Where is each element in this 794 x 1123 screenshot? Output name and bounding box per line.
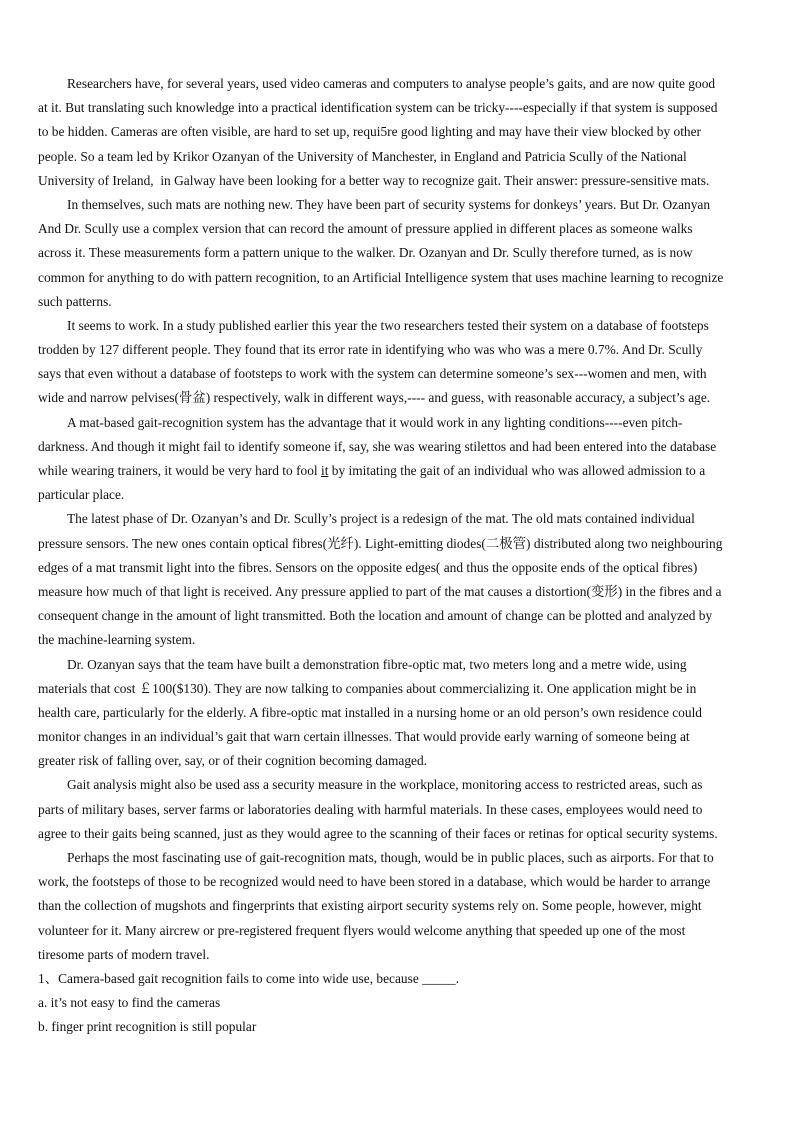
text-line: A mat-based gait-recognition system has the advantage that it would work in any lighting conditions----even pitch-	[67, 414, 683, 430]
text-segment: by imitating the gait of an individual who was allowed admission to a	[328, 463, 706, 478]
document-body	[38, 72, 758, 1040]
text-line: measure how much of that light is received. Any pressure applied to part of the mat causes a distortion(变形) in the fibres and a	[38, 583, 722, 599]
text-line: materials that cost ￡100($130). They are now talking to companies about commercializing it. One application might be in	[38, 680, 697, 696]
text-line: It seems to work. In a study published earlier this year the two researchers tested their system on a database of footsteps	[67, 317, 709, 333]
text-line: the machine-learning system.	[38, 632, 196, 648]
text-line: consequent change in the amount of light transmitted. Both the location and amount of change can be plotted and analyzed by	[38, 608, 713, 624]
paragraph	[38, 773, 758, 846]
paragraph	[38, 314, 758, 411]
text-line: darkness. And though it might fail to identify someone if, say, she was wearing stilettos and had been entered into the database	[38, 438, 717, 454]
text-line: pressure sensors. The new ones contain optical fibres(光纤). Light-emitting diodes(二极管) distributed along two neighbouring	[38, 535, 723, 551]
text-line: Perhaps the most fascinating use of gait-recognition mats, though, would be in public places, such as airports. For that to	[67, 850, 714, 865]
text-line: parts of military bases, server farms or laboratories dealing with harmful materials. In these cases, employees would need to	[38, 801, 703, 817]
answer-option: b. finger print recognition is still popular	[38, 1019, 257, 1035]
text-line: to be hidden. Cameras are often visible, are hard to set up, requi5re good lighting and may have their view blocked by other	[38, 124, 702, 140]
text-line: wide and narrow pelvises(骨盆) respectively, walk in different ways,---- and guess, with reasonable accuracy, a subject’s age.	[38, 390, 711, 406]
question-1	[38, 967, 758, 1040]
text-line: agree to their gaits being scanned, just as they would agree to the scanning of their faces or retinas for optical security systems.	[38, 825, 718, 841]
paragraph	[38, 507, 758, 652]
text-line: people. So a team led by Krikor Ozanyan of the University of Manchester, in England and Patricia Scully of the National	[38, 148, 687, 164]
text-line: particular place.	[38, 487, 125, 503]
text-line: edges of a mat transmit light into the fibres. Sensors on the opposite edges( and thus the opposite ends of the optical fibres)	[38, 559, 698, 575]
text-line: Researchers have, for several years, used video cameras and computers to analyse people’s gaits, and are now quite good	[67, 76, 716, 91]
text-line: health care, particularly for the elderly. A fibre-optic mat installed in a nursing home or an old person’s own residence could	[38, 704, 702, 720]
paragraph	[38, 411, 758, 508]
text-line: says that even without a database of footsteps to work with the system can determine someone’s sex---women and men, with	[38, 366, 707, 382]
text-line: at it. But translating such knowledge into a practical identification system can be tricky----especially if that system is supposed	[38, 100, 718, 116]
text-line: across it. These measurements form a pattern unique to the walker. Dr. Ozanyan and Dr. Scully therefore turned, as is now	[38, 245, 693, 261]
text-line: And Dr. Scully use a complex version that can record the amount of pressure applied in different places as someone walks	[38, 221, 693, 237]
text-line: In themselves, such mats are nothing new. They have been part of security systems for donkeys’ years. But Dr. Ozanyan	[67, 196, 711, 212]
text-line: greater risk of falling over, say, or of their cognition becoming damaged.	[38, 753, 428, 769]
text-line	[38, 459, 758, 483]
question-stem: 1、Camera-based gait recognition fails to come into wide use, because _____.	[38, 970, 459, 986]
text-line: common for anything to do with pattern recognition, to an Artificial Intelligence system that uses machine learning to recognize	[38, 269, 724, 285]
text-line: monitor changes in an individual’s gait that warn certain illnesses. That would provide early warning of someone being at	[38, 729, 690, 745]
paragraph	[38, 72, 758, 193]
text-line: than the collection of mugshots and fingerprints that existing airport security systems rely on. Some people, however, might	[38, 898, 702, 914]
text-line: volunteer for it. Many aircrew or pre-registered frequent flyers would welcome anything that speeded up one of the most	[38, 922, 686, 938]
text-line: trodden by 127 different people. They found that its error rate in identifying who was who was a mere 0.7%. And Dr. Scully	[38, 342, 703, 358]
text-line: work, the footsteps of those to be recognized would need to have been stored in a database, which would be harder to arrange	[38, 874, 711, 890]
underlined-word: it	[320, 463, 329, 478]
paragraph	[38, 846, 758, 967]
text-line: tiresome parts of modern travel.	[38, 946, 210, 962]
text-line: such patterns.	[38, 293, 112, 309]
text-line: The latest phase of Dr. Ozanyan’s and Dr. Scully’s project is a redesign of the mat. The old mats contained individual	[67, 511, 695, 527]
text-line: Gait analysis might also be used ass a security measure in the workplace, monitoring access to restricted areas, such as	[67, 777, 703, 793]
text-segment: while wearing trainers, it would be very hard to fool	[38, 463, 321, 478]
text-line: Dr. Ozanyan says that the team have built a demonstration fibre-optic mat, two meters long and a metre wide, using	[67, 656, 687, 672]
text-line: University of Ireland, in Galway have been looking for a better way to recognize gait. Their answer: pressure-sensitive mats.	[38, 172, 710, 188]
answer-option: a. it’s not easy to find the cameras	[38, 995, 221, 1011]
paragraph	[38, 193, 758, 314]
paragraph	[38, 653, 758, 774]
